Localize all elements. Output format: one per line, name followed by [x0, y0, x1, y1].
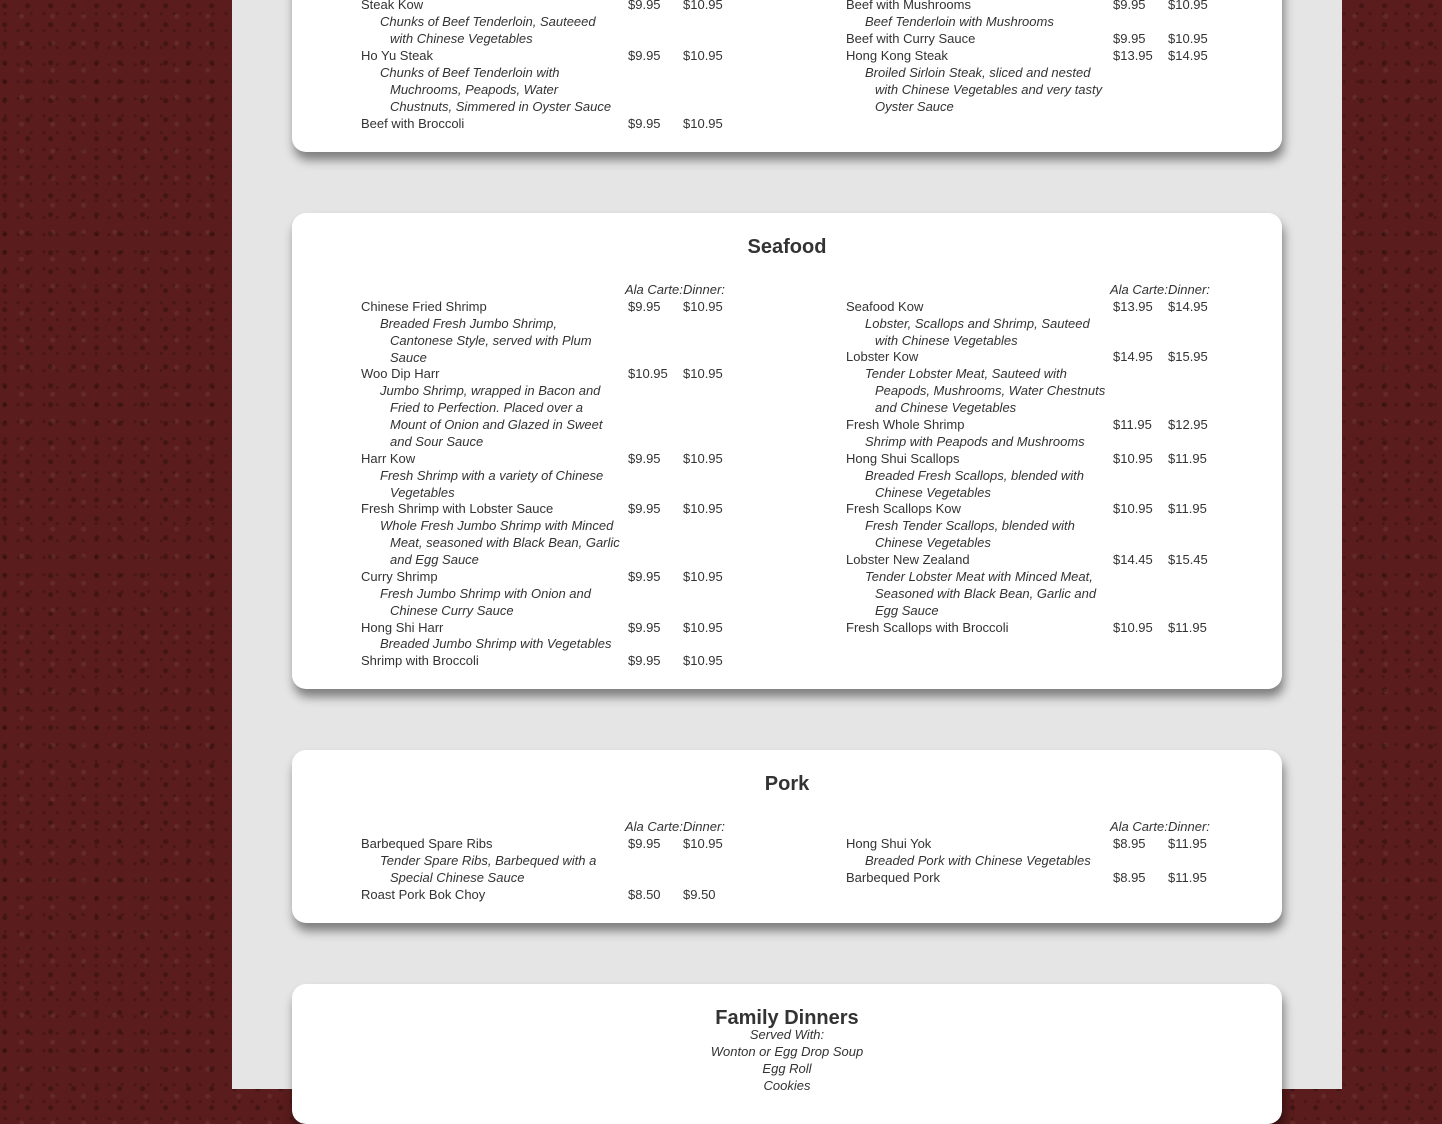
section-title: Seafood [747, 236, 827, 258]
menu-item-name: Fresh Shrimp with Lobster Sauce [361, 501, 554, 516]
ala-carte-header: Ala Carte: [625, 819, 683, 834]
dinner-price: $14.95 [1168, 299, 1208, 314]
ala-carte-price: $9.95 [628, 451, 661, 466]
ala-carte-header: Ala Carte: [1110, 282, 1168, 297]
menu-item-description: Fresh Tender Scallops, blended with Chinese Vegetables [865, 518, 1075, 550]
ala-carte-price: $9.95 [1113, 0, 1146, 12]
ala-carte-price: $9.95 [628, 299, 661, 314]
menu-item-name: Harr Kow [361, 451, 416, 466]
menu-item-name: Steak Kow [361, 0, 424, 12]
dinner-price: $10.95 [1168, 31, 1208, 46]
menu-item-name: Barbequed Spare Ribs [361, 836, 493, 851]
menu-item-description: Chunks of Beef Tenderloin with Muchrooms, Peapods, Water Chustnuts, Simmered in Oyster Sauce [380, 65, 612, 114]
menu-item-name: Shrimp with Broccoli [361, 653, 479, 668]
dinner-header: Dinner: [1168, 282, 1210, 297]
menu-item-description: Beef Tenderloin with Mushrooms [865, 14, 1054, 29]
menu-item-name: Hong Kong Steak [846, 48, 948, 63]
ala-carte-price: $10.95 [1113, 451, 1153, 466]
menu-item-description: Breaded Jumbo Shrimp with Vegetables [380, 636, 612, 651]
dinner-price: $10.95 [683, 366, 723, 381]
menu-item-name: Hong Shui Yok [846, 836, 932, 851]
ala-carte-price: $14.45 [1113, 552, 1153, 567]
ala-carte-price: $11.95 [1113, 417, 1152, 432]
menu-page [232, 0, 1342, 1093]
ala-carte-price: $13.95 [1113, 48, 1153, 63]
ala-carte-price: $9.95 [628, 501, 661, 516]
ala-carte-price: $9.95 [628, 116, 661, 131]
dinner-price: $10.95 [1168, 0, 1208, 12]
dinner-price: $10.95 [683, 653, 723, 668]
dinner-price: $12.95 [1168, 417, 1208, 432]
menu-item-description: Broiled Sirloin Steak, sliced and nested with Chinese Vegetables and very tasty Oyster Sauce [865, 65, 1103, 114]
dinner-price: $11.95 [1168, 501, 1207, 516]
dinner-price: $11.95 [1168, 451, 1207, 466]
menu-item-description: Breaded Pork with Chinese Vegetables [865, 853, 1091, 868]
dinner-price: $10.95 [683, 0, 723, 12]
menu-item-name: Chinese Fried Shrimp [361, 299, 487, 314]
menu-item-name: Hong Shui Scallops [846, 451, 960, 466]
section-title: Family Dinners [715, 1007, 859, 1029]
menu-item-description: Breaded Fresh Scallops, blended with Chinese Vegetables [865, 468, 1084, 500]
menu-item-description: Tender Spare Ribs, Barbequed with a Special Chinese Sauce [380, 853, 597, 885]
menu-item-name: Fresh Scallops Kow [846, 501, 961, 516]
menu-item-description: Shrimp with Peapods and Mushrooms [865, 434, 1085, 449]
ala-carte-price: $10.95 [1113, 501, 1153, 516]
ala-carte-price: $10.95 [1113, 620, 1153, 635]
dinner-price: $11.95 [1168, 620, 1207, 635]
dinner-price: $10.95 [683, 116, 723, 131]
menu-item-description: Tender Lobster Meat with Minced Meat, Seasoned with Black Bean, Garlic and Egg Sauce [865, 569, 1097, 618]
menu-item-name: Barbequed Pork [846, 870, 940, 885]
family-dinner-item: Wonton or Egg Drop Soup [710, 1044, 864, 1059]
menu-item-name: Curry Shrimp [361, 569, 438, 584]
menu-item-name: Ho Yu Steak [361, 48, 434, 63]
ala-carte-price: $8.95 [1113, 870, 1146, 885]
ala-carte-price: $8.95 [1113, 836, 1146, 851]
ala-carte-price: $9.95 [628, 653, 661, 668]
ala-carte-header: Ala Carte: [625, 282, 683, 297]
dinner-price: $10.95 [683, 501, 723, 516]
dinner-price: $15.95 [1168, 349, 1208, 364]
seafood-card [292, 213, 1282, 689]
ala-carte-price: $8.50 [628, 887, 661, 902]
menu-item-description: Jumbo Shrimp, wrapped in Bacon and Fried to Perfection. Placed over a Mount of Onion and Glazed in Sweet and Sour Sauce [380, 383, 603, 449]
ala-carte-price: $14.95 [1113, 349, 1153, 364]
ala-carte-price: $9.95 [628, 0, 661, 12]
ala-carte-header: Ala Carte: [1110, 819, 1168, 834]
menu-item-name: Lobster Kow [846, 349, 919, 364]
dinner-price: $10.95 [683, 620, 723, 635]
family-dinner-item: Egg Roll [762, 1061, 812, 1076]
dinner-price: $15.45 [1168, 552, 1208, 567]
menu-item-name: Roast Pork Bok Choy [361, 887, 486, 902]
dinner-header: Dinner: [1168, 819, 1210, 834]
menu-item-name: Seafood Kow [846, 299, 924, 314]
dinner-price: $11.95 [1168, 870, 1207, 885]
section-title: Pork [764, 773, 810, 795]
menu-item-name: Hong Shi Harr [361, 620, 444, 635]
ala-carte-price: $9.95 [628, 569, 661, 584]
family-dinner-item: Cookies [763, 1078, 811, 1093]
menu-item-description: Lobster, Scallops and Shrimp, Sauteed with Chinese Vegetables [865, 316, 1090, 348]
menu-item-name: Fresh Whole Shrimp [846, 417, 965, 432]
menu-item-description: Whole Fresh Jumbo Shrimp with Minced Meat, seasoned with Black Bean, Garlic and Egg Sauce [380, 518, 620, 567]
served-with-label: Served With: [749, 1027, 825, 1042]
dinner-price: $10.95 [683, 48, 723, 63]
menu-item-name: Fresh Scallops with Broccoli [846, 620, 1009, 635]
dinner-price: $11.95 [1168, 836, 1207, 851]
ala-carte-price: $9.95 [1113, 31, 1146, 46]
menu-item-name: Beef with Mushrooms [846, 0, 971, 12]
pork-card [292, 750, 1282, 923]
menu-item-description: Fresh Shrimp with a variety of Chinese Vegetables [380, 468, 604, 500]
ala-carte-price: $13.95 [1113, 299, 1153, 314]
family-dinners-card [292, 984, 1282, 1124]
menu-item-name: Beef with Broccoli [361, 116, 465, 131]
menu-item-description: Breaded Fresh Jumbo Shrimp, Cantonese Style, served with Plum Sauce [380, 316, 592, 365]
menu-item-name: Lobster New Zealand [846, 552, 970, 567]
dinner-price: $9.50 [683, 887, 716, 902]
menu-item-description: Fresh Jumbo Shrimp with Onion and Chinese Curry Sauce [380, 586, 591, 618]
dinner-price: $10.95 [683, 299, 723, 314]
dinner-price: $10.95 [683, 836, 723, 851]
ala-carte-price: $10.95 [628, 366, 668, 381]
menu-item-name: Beef with Curry Sauce [846, 31, 976, 46]
ala-carte-price: $9.95 [628, 620, 661, 635]
menu-item-name: Woo Dip Harr [361, 366, 440, 381]
menu-item-description: Tender Lobster Meat, Sauteed with Peapods, Mushrooms, Water Chestnuts and Chinese Vegetables [865, 366, 1106, 415]
dinner-header: Dinner: [683, 282, 725, 297]
menu-item-description: Chunks of Beef Tenderloin, Sauteeed with Chinese Vegetables [380, 14, 596, 46]
dinner-header: Dinner: [683, 819, 725, 834]
beef-card [292, 0, 1282, 152]
ala-carte-price: $9.95 [628, 836, 661, 851]
ala-carte-price: $9.95 [628, 48, 661, 63]
dinner-price: $14.95 [1168, 48, 1208, 63]
dinner-price: $10.95 [683, 451, 723, 466]
dinner-price: $10.95 [683, 569, 723, 584]
